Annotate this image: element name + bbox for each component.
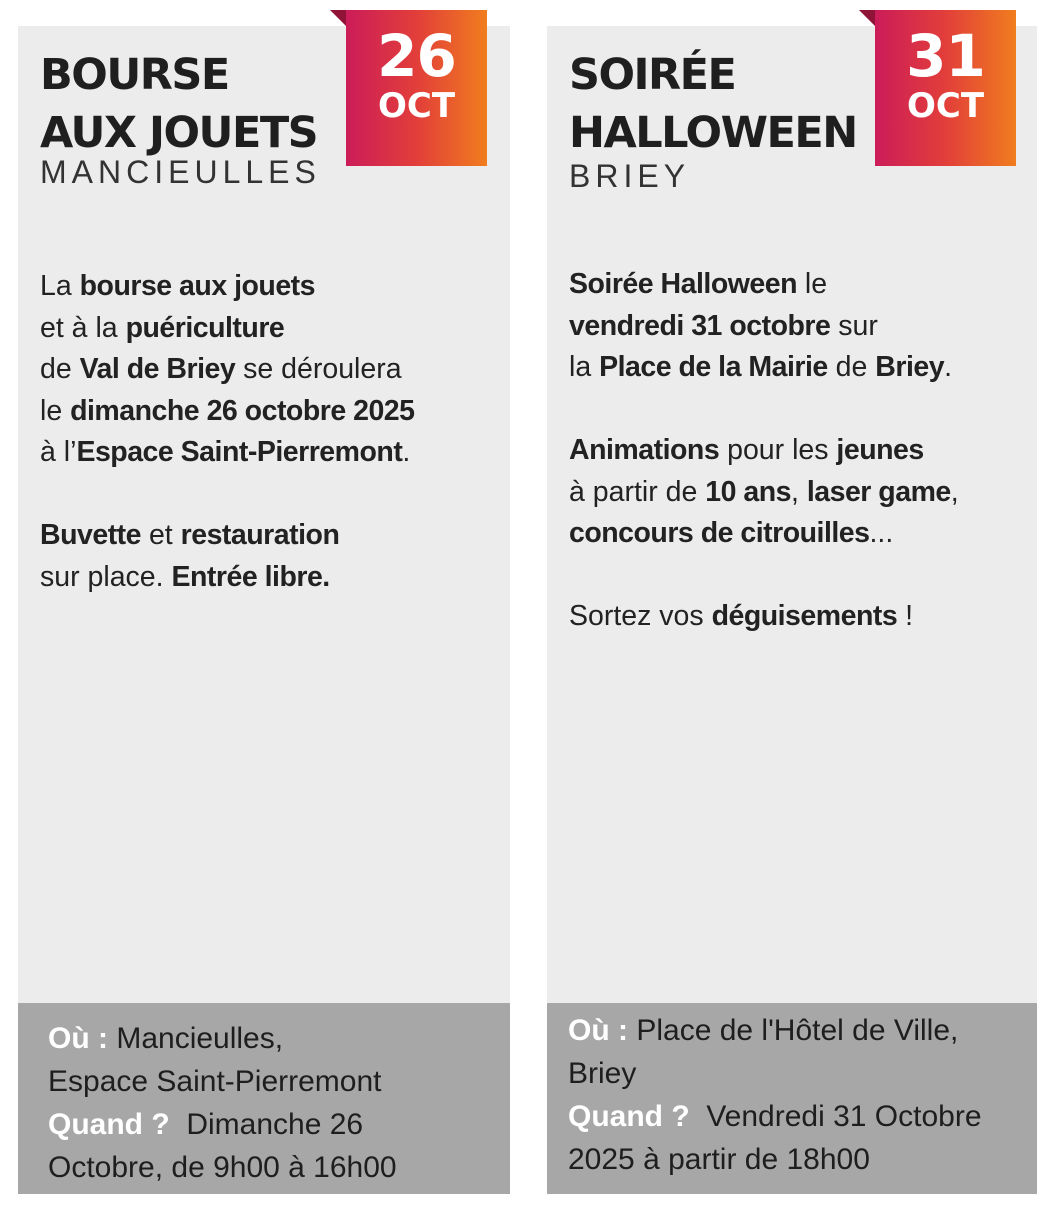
event-card-halloween (547, 22, 1037, 1194)
text: sur (830, 309, 878, 342)
when-line (568, 1095, 1027, 1138)
bold-text: puériculture (125, 311, 285, 344)
bold-text: Briey (875, 351, 945, 383)
description-paragraph (40, 515, 490, 598)
bold-text: Espace Saint-Pierremont (76, 436, 403, 468)
when-line (48, 1103, 500, 1146)
bold-text: bourse aux jouets (79, 270, 316, 302)
event-town: MANCIEULLES (40, 154, 321, 190)
text: et (141, 519, 181, 551)
text: ! (897, 600, 914, 632)
where-line (48, 1017, 500, 1060)
bold-text: Val de Briey (79, 353, 236, 385)
bold-text: Place de la Mairie (599, 351, 828, 383)
bold-text: Buvette (40, 519, 142, 551)
bold-text: vendredi 31 octobre (569, 309, 831, 342)
bold-text: dimanche 26 octobre 2025 (70, 394, 415, 427)
text: . (402, 436, 411, 468)
where-value: Place de l'Hôtel de Ville, (628, 1014, 959, 1047)
date-badge (346, 10, 487, 166)
description-paragraph (569, 430, 1017, 555)
text: La (40, 270, 80, 302)
text: le (40, 394, 71, 427)
bold-text: jeunes (836, 434, 924, 466)
event-title: SOIRÉE HALLOWEEN (569, 50, 857, 158)
text: pour les (719, 434, 837, 466)
bold-text: Entrée libre. (171, 560, 330, 593)
event-town: BRIEY (569, 158, 691, 194)
text: la (569, 351, 600, 383)
description-paragraph (569, 596, 1017, 638)
event-info-box (547, 1003, 1037, 1194)
where-label: Où : (568, 1014, 628, 1047)
when-label: Quand ? (568, 1100, 690, 1133)
event-info-box (18, 1003, 510, 1194)
text: sur place. (40, 560, 172, 593)
when-label: Quand ? (48, 1108, 170, 1141)
where-value: Mancieulles, (108, 1022, 284, 1055)
text: , (790, 475, 807, 508)
event-description (569, 264, 1017, 679)
date-badge-fold (330, 10, 346, 26)
text: le (797, 268, 828, 300)
text: de (40, 353, 80, 385)
date-badge (875, 10, 1016, 166)
text: de (827, 351, 876, 383)
date-badge-fold (859, 10, 875, 26)
description-paragraph (569, 264, 1017, 389)
bold-text: déguisements (711, 600, 898, 632)
when-value: Dimanche 26 (169, 1108, 364, 1141)
text: et à la (40, 311, 126, 344)
text: , (950, 475, 959, 508)
bold-text: Soirée Halloween (569, 268, 798, 300)
date-day: 26 (377, 22, 456, 90)
when-line-2: Octobre, de 9h00 à 16h00 (48, 1151, 397, 1184)
bold-text: Animations (569, 434, 720, 466)
where-line (568, 1009, 1027, 1052)
bold-text: 10 ans (705, 475, 791, 508)
text: à partir de (569, 475, 706, 508)
where-line-2: Briey (568, 1057, 637, 1090)
bold-text: concours de citrouilles (569, 517, 870, 549)
when-value: Vendredi 31 Octobre (689, 1100, 982, 1133)
event-card-bourse (18, 22, 510, 1194)
event-title: BOURSE AUX JOUETS (40, 50, 318, 158)
event-description (40, 266, 490, 640)
when-line-2: 2025 à partir de 18h00 (568, 1143, 870, 1176)
text: à l’ (40, 436, 77, 468)
where-line-2: Espace Saint-Pierremont (48, 1065, 382, 1098)
text: Sortez vos (569, 600, 712, 632)
description-paragraph (40, 266, 490, 474)
date-month: OCT (377, 86, 456, 126)
text: ... (869, 517, 894, 549)
text: . (944, 351, 953, 383)
bold-text: restauration (180, 519, 340, 551)
bold-text: laser game (806, 475, 951, 508)
date-day: 31 (906, 22, 985, 90)
date-month: OCT (906, 86, 985, 126)
where-label: Où : (48, 1022, 108, 1055)
text: se déroulera (235, 353, 402, 385)
